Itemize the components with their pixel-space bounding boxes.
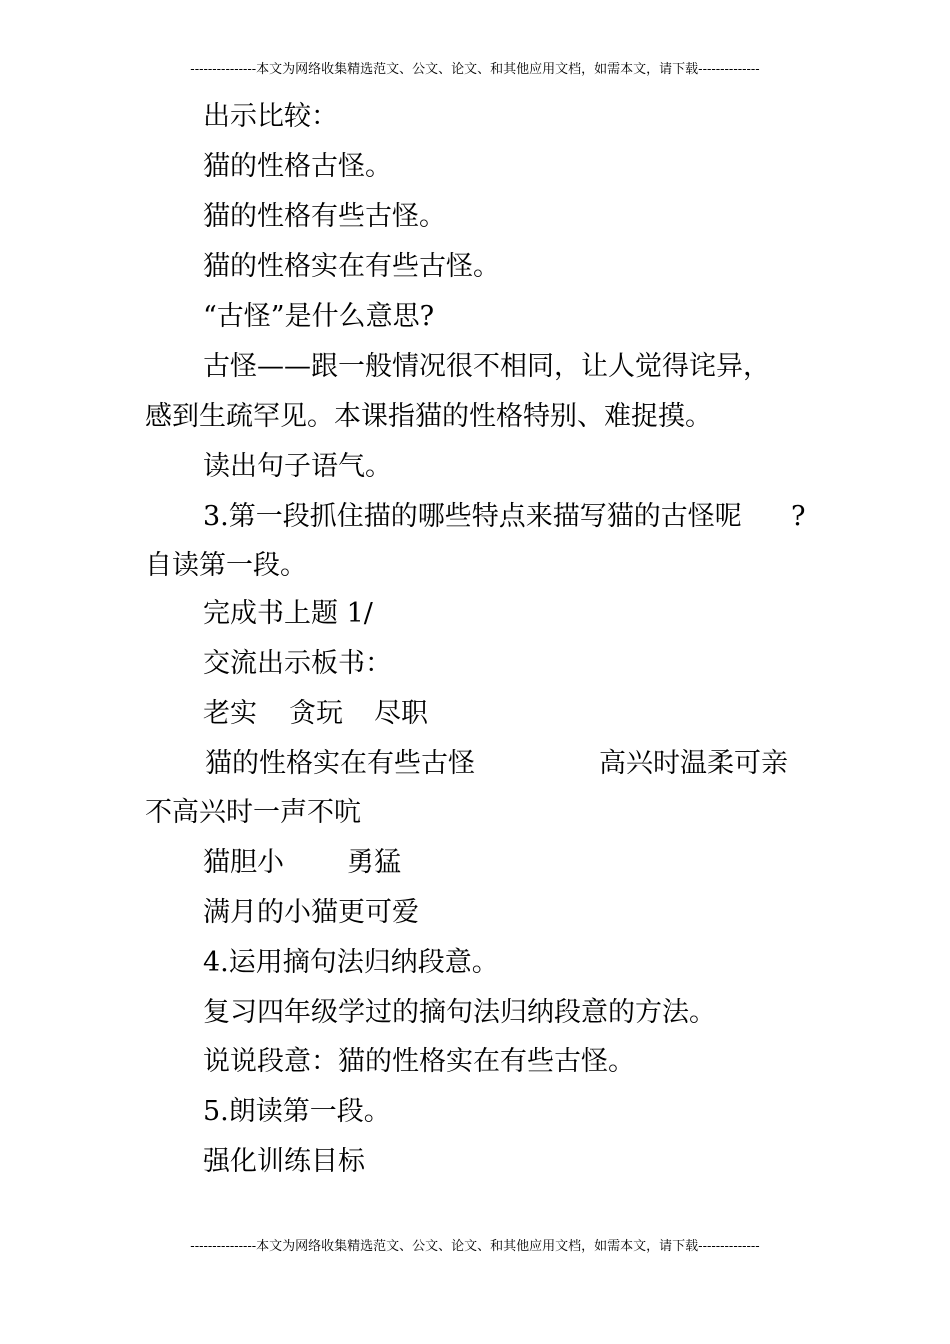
- text-line: 猫的性格有些古怪。: [203, 201, 446, 232]
- text-line: 感到生疏罕见。本课指猫的性格特别、难捉摸。: [145, 401, 712, 432]
- board-item: 贪玩: [289, 698, 343, 729]
- text-line: 猫的性格实在有些古怪。: [203, 251, 500, 282]
- text-line: 出示比较：: [203, 101, 338, 132]
- board-item: 猫的性格实在有些古怪: [205, 748, 475, 779]
- text-line: 自读第一段。: [145, 550, 307, 581]
- text-line: [203, 501, 742, 533]
- text-line: 强化训练目标: [203, 1146, 365, 1177]
- text-line: 满月的小猫更可爱: [203, 897, 419, 928]
- text-line: 交流出示板书：: [203, 648, 392, 679]
- text-line: 古怪——跟一般情况很不相同，让人觉得诧异，: [203, 351, 770, 382]
- board-item: 高兴时温柔可亲: [599, 748, 788, 779]
- text-segment: ?: [791, 501, 806, 532]
- page-header: ---------------本文为网络收集精选范文、公文、论文、和其他应用文档，如需本文，请下载--------------: [190, 62, 760, 77]
- text-line: “古怪”是什么意思?: [203, 301, 435, 332]
- board-item: 老实: [203, 698, 257, 729]
- board-item: 猫胆小: [203, 847, 284, 878]
- text-line: 不高兴时一声不吭: [145, 797, 361, 828]
- board-item: 尽职: [374, 698, 428, 729]
- text-line: 复习四年级学过的摘句法归纳段意的方法。: [203, 997, 716, 1028]
- text-line: 5.朗读第一段。: [203, 1096, 391, 1127]
- text-segment: 3.第一段抓住描的哪些特点来描写猫的古怪呢: [203, 501, 742, 532]
- text-line: 4.运用摘句法归纳段意。: [203, 947, 499, 978]
- text-line: 说说段意：猫的性格实在有些古怪。: [203, 1046, 635, 1077]
- text-line: 读出句子语气。: [203, 451, 392, 482]
- text-line: 完成书上题 1/: [203, 598, 373, 629]
- page-footer: ---------------本文为网络收集精选范文、公文、论文、和其他应用文档，如需本文，请下载--------------: [190, 1239, 760, 1254]
- board-item: 勇猛: [347, 847, 401, 878]
- text-line: 猫的性格古怪。: [203, 151, 392, 182]
